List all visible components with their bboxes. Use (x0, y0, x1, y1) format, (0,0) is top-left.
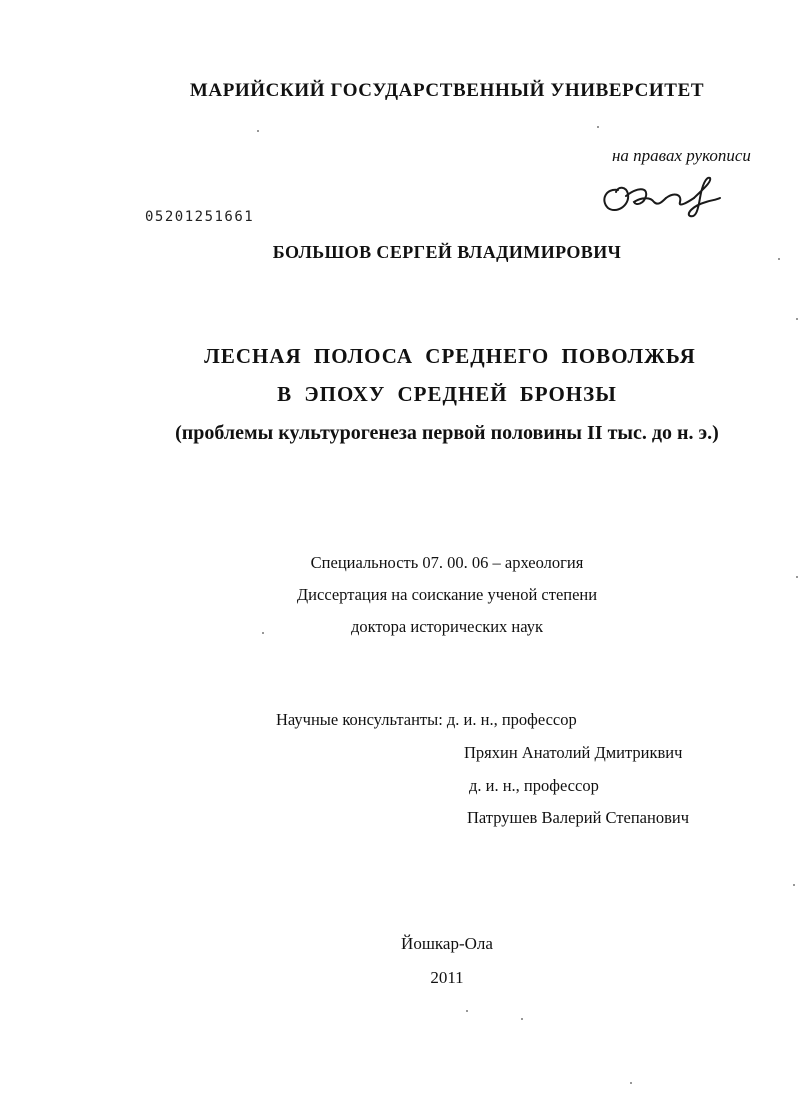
scan-speck (796, 576, 798, 578)
scan-speck (630, 1082, 632, 1084)
scan-speck (466, 1010, 468, 1012)
scan-speck (521, 1018, 523, 1020)
scan-speck (796, 318, 798, 320)
title-line-2: В ЭПОХУ СРЕДНЕЙ БРОНЗЫ (277, 382, 617, 406)
degree-type-line: доктора исторических наук (350, 617, 544, 636)
author-name: БОЛЬШОВ СЕРГЕЙ ВЛАДИМИРОВИЧ (272, 242, 622, 262)
degree-line: Диссертация на соискание ученой степени (296, 585, 598, 604)
handwritten-signature (596, 172, 726, 222)
scan-speck (793, 884, 795, 886)
advisor-name-2: Патрушев Валерий Степанович (467, 808, 689, 827)
scan-speck (597, 126, 599, 128)
university-name: МАРИЙСКИЙ ГОСУДАРСТВЕННЫЙ УНИВЕРСИТЕТ (189, 80, 705, 101)
advisor-name-1: Пряхин Анатолий Дмитриквич (464, 743, 683, 762)
city: Йошкар-Ола (401, 934, 493, 953)
specialty-line: Специальность 07. 00. 06 – археология (310, 553, 584, 572)
rights-note: на правах рукописи (612, 146, 751, 165)
advisor-title-2: д. и. н., профессор (469, 776, 599, 795)
scan-speck (257, 130, 259, 132)
scan-speck (778, 258, 780, 260)
scan-speck (262, 632, 264, 634)
catalog-code: 05201251661 (145, 209, 255, 225)
advisors-heading: Научные консультанты: д. и. н., профессор (276, 710, 577, 729)
year: 2011 (430, 968, 464, 987)
title-line-1: ЛЕСНАЯ ПОЛОСА СРЕДНЕГО ПОВОЛЖЬЯ (204, 344, 696, 368)
title-subtitle: (проблемы культурогенеза первой половины II тыс. до н. э.) (175, 422, 719, 444)
